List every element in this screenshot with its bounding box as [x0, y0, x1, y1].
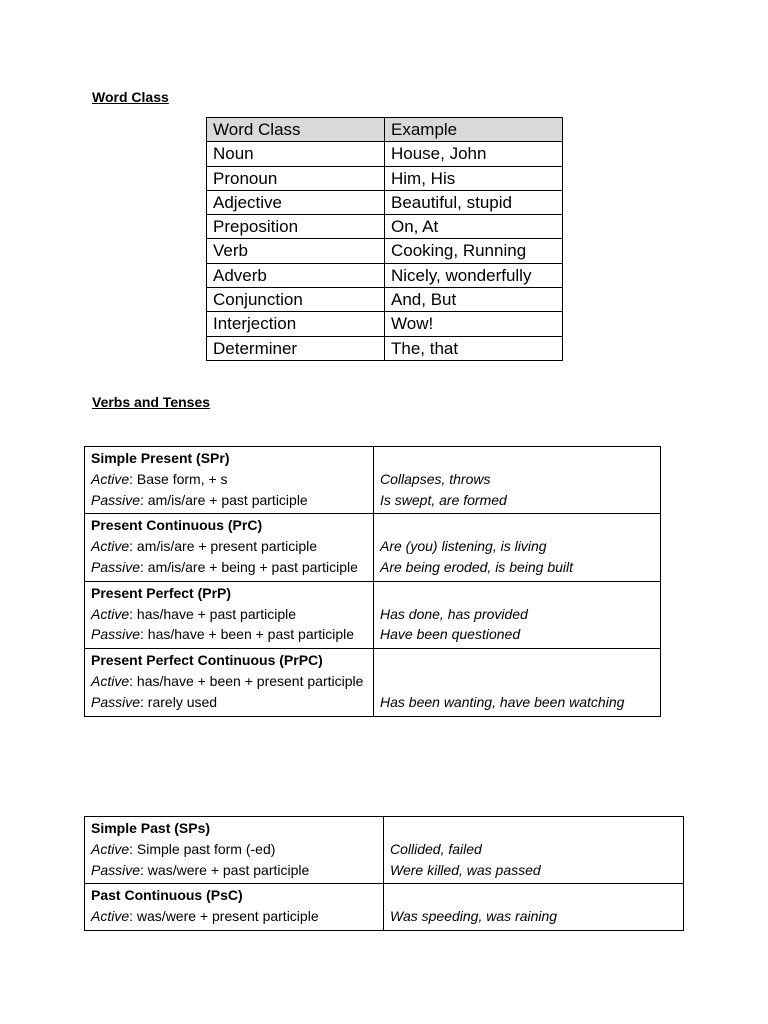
- tense-example-cell: [384, 884, 684, 931]
- example-text: Has done, has provided: [380, 605, 528, 622]
- active-label: Active: [91, 605, 130, 622]
- tense-description-cell: [85, 649, 374, 716]
- example-text: Collided, failed: [390, 840, 482, 857]
- tense-description-cell: [85, 884, 384, 931]
- table-row: [207, 142, 563, 166]
- example-cell: Cooking, Running: [385, 239, 563, 263]
- column-header: Word Class: [207, 118, 385, 142]
- word-class-cell: Interjection: [207, 312, 385, 336]
- active-label: Active: [91, 908, 130, 925]
- tense-example-cell: [384, 817, 684, 884]
- example-text: Has been wanting, have been watching: [380, 693, 625, 710]
- example-text: Collapses, throws: [380, 470, 491, 487]
- active-form: : Base form, + s: [129, 470, 228, 487]
- column-header: Example: [385, 118, 563, 142]
- tense-title: Simple Present (SPr): [91, 450, 230, 466]
- example-cell: The, that: [385, 336, 563, 360]
- tense-description-cell: [85, 581, 374, 648]
- example-cell: On, At: [385, 215, 563, 239]
- verbs-tenses-heading: Verbs and Tenses: [92, 394, 211, 410]
- example-text: Have been questioned: [380, 626, 521, 643]
- tense-row: [85, 514, 661, 581]
- passive-form: : am/is/are + being + past participle: [140, 558, 358, 575]
- table-row: [207, 336, 563, 360]
- example-cell: Beautiful, stupid: [385, 190, 563, 214]
- passive-form: : am/is/are + past participle: [140, 491, 308, 508]
- tense-title: Present Perfect (PrP): [91, 584, 232, 601]
- word-class-table: [206, 117, 563, 361]
- table-row: [207, 263, 563, 287]
- tense-example-cell: [374, 649, 661, 716]
- present-tenses-table: [84, 446, 661, 717]
- active-label: Active: [91, 672, 130, 689]
- passive-label: Passive: [91, 491, 141, 508]
- active-form: : am/is/are + present participle: [129, 538, 318, 555]
- table-row: [207, 166, 563, 190]
- word-class-cell: Adverb: [207, 263, 385, 287]
- tense-title: Present Continuous (PrC): [91, 517, 263, 534]
- passive-label: Passive: [91, 626, 141, 643]
- example-cell: Nicely, wonderfully: [385, 263, 563, 287]
- tense-active-line: [91, 469, 367, 490]
- active-form: : has/have + past participle: [129, 605, 297, 622]
- tense-row: [85, 817, 684, 884]
- word-class-cell: Pronoun: [207, 166, 385, 190]
- word-class-cell: Determiner: [207, 336, 385, 360]
- tense-title: Simple Past (SPs): [91, 820, 211, 836]
- example-cell: And, But: [385, 288, 563, 312]
- example-text: Is swept, are formed: [380, 491, 507, 508]
- word-class-cell: Preposition: [207, 215, 385, 239]
- tense-example-cell: [374, 581, 661, 648]
- word-class-cell: Noun: [207, 142, 385, 166]
- tense-active-line: [91, 839, 377, 860]
- tense-row: [85, 649, 661, 716]
- tense-passive-line: [91, 692, 367, 713]
- tense-passive-line: [91, 490, 367, 511]
- table-row: [207, 288, 563, 312]
- passive-form: : was/were + past participle: [140, 861, 310, 878]
- example-text: Are being eroded, is being built: [380, 558, 574, 575]
- example-text: Were killed, was passed: [390, 861, 541, 878]
- passive-label: Passive: [91, 861, 141, 878]
- tense-active-line: [91, 671, 367, 692]
- tense-row: [85, 447, 661, 514]
- word-class-cell: Adjective: [207, 190, 385, 214]
- table-row: [207, 239, 563, 263]
- active-label: Active: [91, 840, 130, 857]
- tense-passive-line: [91, 860, 377, 881]
- tense-title: Present Perfect Continuous (PrPC): [91, 652, 323, 669]
- table-row: [207, 312, 563, 336]
- tense-example-cell: [374, 447, 661, 514]
- tense-active-line: [91, 536, 367, 557]
- tense-row: [85, 884, 684, 931]
- word-class-cell: Verb: [207, 239, 385, 263]
- passive-label: Passive: [91, 558, 141, 575]
- example-cell: House, John: [385, 142, 563, 166]
- tense-active-line: [91, 906, 377, 927]
- tense-passive-line: [91, 557, 367, 578]
- active-label: Active: [91, 538, 130, 555]
- active-label: Active: [91, 470, 130, 487]
- active-form: : has/have + been + present participle: [129, 672, 364, 689]
- table-row: [207, 190, 563, 214]
- tense-title: Past Continuous (PsC): [91, 887, 243, 904]
- tense-description-cell: [85, 514, 374, 581]
- past-tenses-table: [84, 816, 684, 931]
- example-cell: Him, His: [385, 166, 563, 190]
- passive-form: : has/have + been + past participle: [140, 626, 355, 643]
- tense-passive-line: [91, 624, 367, 645]
- word-class-header-row: [207, 118, 563, 142]
- active-form: : Simple past form (-ed): [129, 840, 276, 857]
- tense-description-cell: [85, 447, 374, 514]
- tense-active-line: [91, 604, 367, 625]
- table-row: [207, 215, 563, 239]
- active-form: : was/were + present participle: [129, 908, 319, 925]
- example-cell: Wow!: [385, 312, 563, 336]
- passive-form: : rarely used: [140, 693, 218, 710]
- word-class-heading: Word Class: [92, 89, 169, 105]
- tense-description-cell: [85, 817, 384, 884]
- passive-label: Passive: [91, 693, 141, 710]
- example-text: Are (you) listening, is living: [380, 538, 547, 555]
- word-class-cell: Conjunction: [207, 288, 385, 312]
- tense-row: [85, 581, 661, 648]
- tense-example-cell: [374, 514, 661, 581]
- example-text: Was speeding, was raining: [390, 908, 558, 925]
